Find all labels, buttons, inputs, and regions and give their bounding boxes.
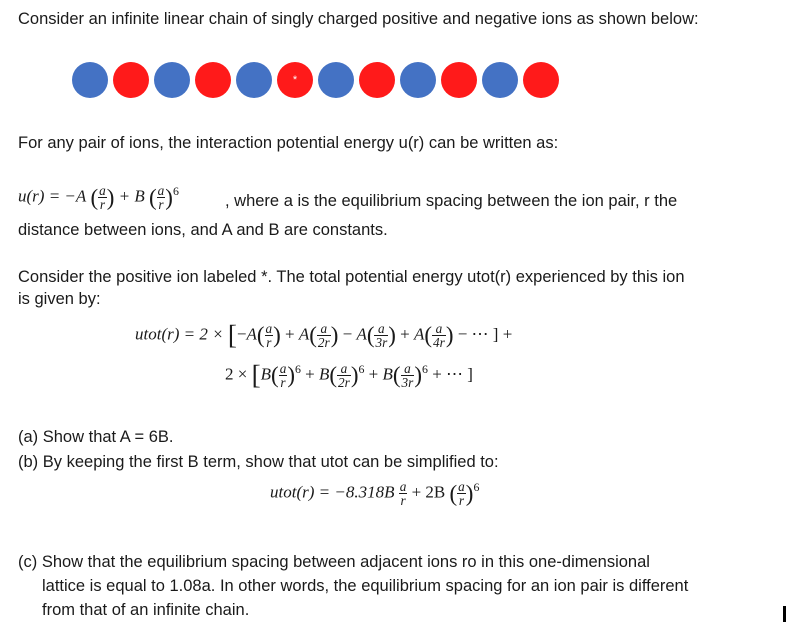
question-a: (a) Show that A = 6B. xyxy=(18,428,174,446)
eq1-tail: , where a is the equilibrium spacing between the ion pair, r the xyxy=(225,192,678,210)
negative-ion xyxy=(318,62,354,98)
positive-ion xyxy=(195,62,231,98)
eq2-row1-end: − ⋯ ] + xyxy=(457,324,513,344)
eq3-exponent: 6 xyxy=(473,480,480,495)
eq3-mid: + 2B xyxy=(411,482,446,502)
equation-total-row2: 2 × [B( $\frac{a}{r}$ )$^6$ + B( $\frac{a}{2r}$ )$^6$ + B( $\frac{a}{3r}$ )$^6$ + ⋯ ] xyxy=(225,360,473,390)
positive-ion xyxy=(523,62,559,98)
question-c-line3: from that of an infinite chain. xyxy=(42,601,250,619)
paragraph-potential: For any pair of ions, the interaction potential energy u(r) can be written as: xyxy=(18,134,559,152)
ion-chain xyxy=(72,62,558,98)
positive-ion xyxy=(277,62,313,98)
eq1-lhs: u(r) = −A xyxy=(18,186,87,206)
equation-simplified: utot(r) = −8.318B $\frac{a}{r}$ + 2B ( $\frac{a}{r}$ )$^6$ xyxy=(270,479,480,509)
paragraph-total-line1: Consider the positive ion labeled *. The total potential energy utot(r) experienced by this ion xyxy=(18,268,685,286)
question-c-line1: (c) Show that the equilibrium spacing between adjacent ions ro in this one-dimensional xyxy=(18,553,650,571)
equation-pair-potential: u(r) = −A ( $\frac{a}{r}$ ) + B ( $\frac{a}{r}$ )$^6$ xyxy=(18,183,179,213)
eq2-row2-end: + ⋯ ] xyxy=(432,364,473,384)
text-cursor xyxy=(783,606,786,622)
negative-ion xyxy=(154,62,190,98)
positive-ion xyxy=(113,62,149,98)
paragraph-total-line2: is given by: xyxy=(18,290,101,308)
eq2-lhs: utot(r) = 2 × xyxy=(135,324,224,344)
eq3-lhs: utot(r) = −8.318B xyxy=(270,482,395,502)
negative-ion xyxy=(482,62,518,98)
eq2-row2-start: 2 × xyxy=(225,364,248,384)
eq1-plus: + B xyxy=(118,186,145,206)
eq1-exponent: 6 xyxy=(172,184,179,199)
question-c-line2: lattice is equal to 1.08a. In other words, the equilibrium spacing for an ion pair is different xyxy=(42,577,689,595)
positive-ion xyxy=(441,62,477,98)
negative-ion xyxy=(236,62,272,98)
eq1-line2: distance between ions, and A and B are constants. xyxy=(18,221,388,239)
negative-ion xyxy=(400,62,436,98)
labeled-ion-star: * xyxy=(292,74,298,86)
negative-ion xyxy=(72,62,108,98)
question-b: (b) By keeping the first B term, show that utot can be simplified to: xyxy=(18,453,499,471)
intro-text: Consider an infinite linear chain of singly charged positive and negative ions as shown below: xyxy=(18,10,699,28)
equation-total-row1: utot(r) = 2 × [−A( $\frac{a}{r}$ ) + A( $\frac{a}{2r}$ ) − A( $\frac{a}{3r}$ ) + A( $\frac{a}{4r}$ ) − ⋯ ] + xyxy=(135,320,513,350)
positive-ion xyxy=(359,62,395,98)
